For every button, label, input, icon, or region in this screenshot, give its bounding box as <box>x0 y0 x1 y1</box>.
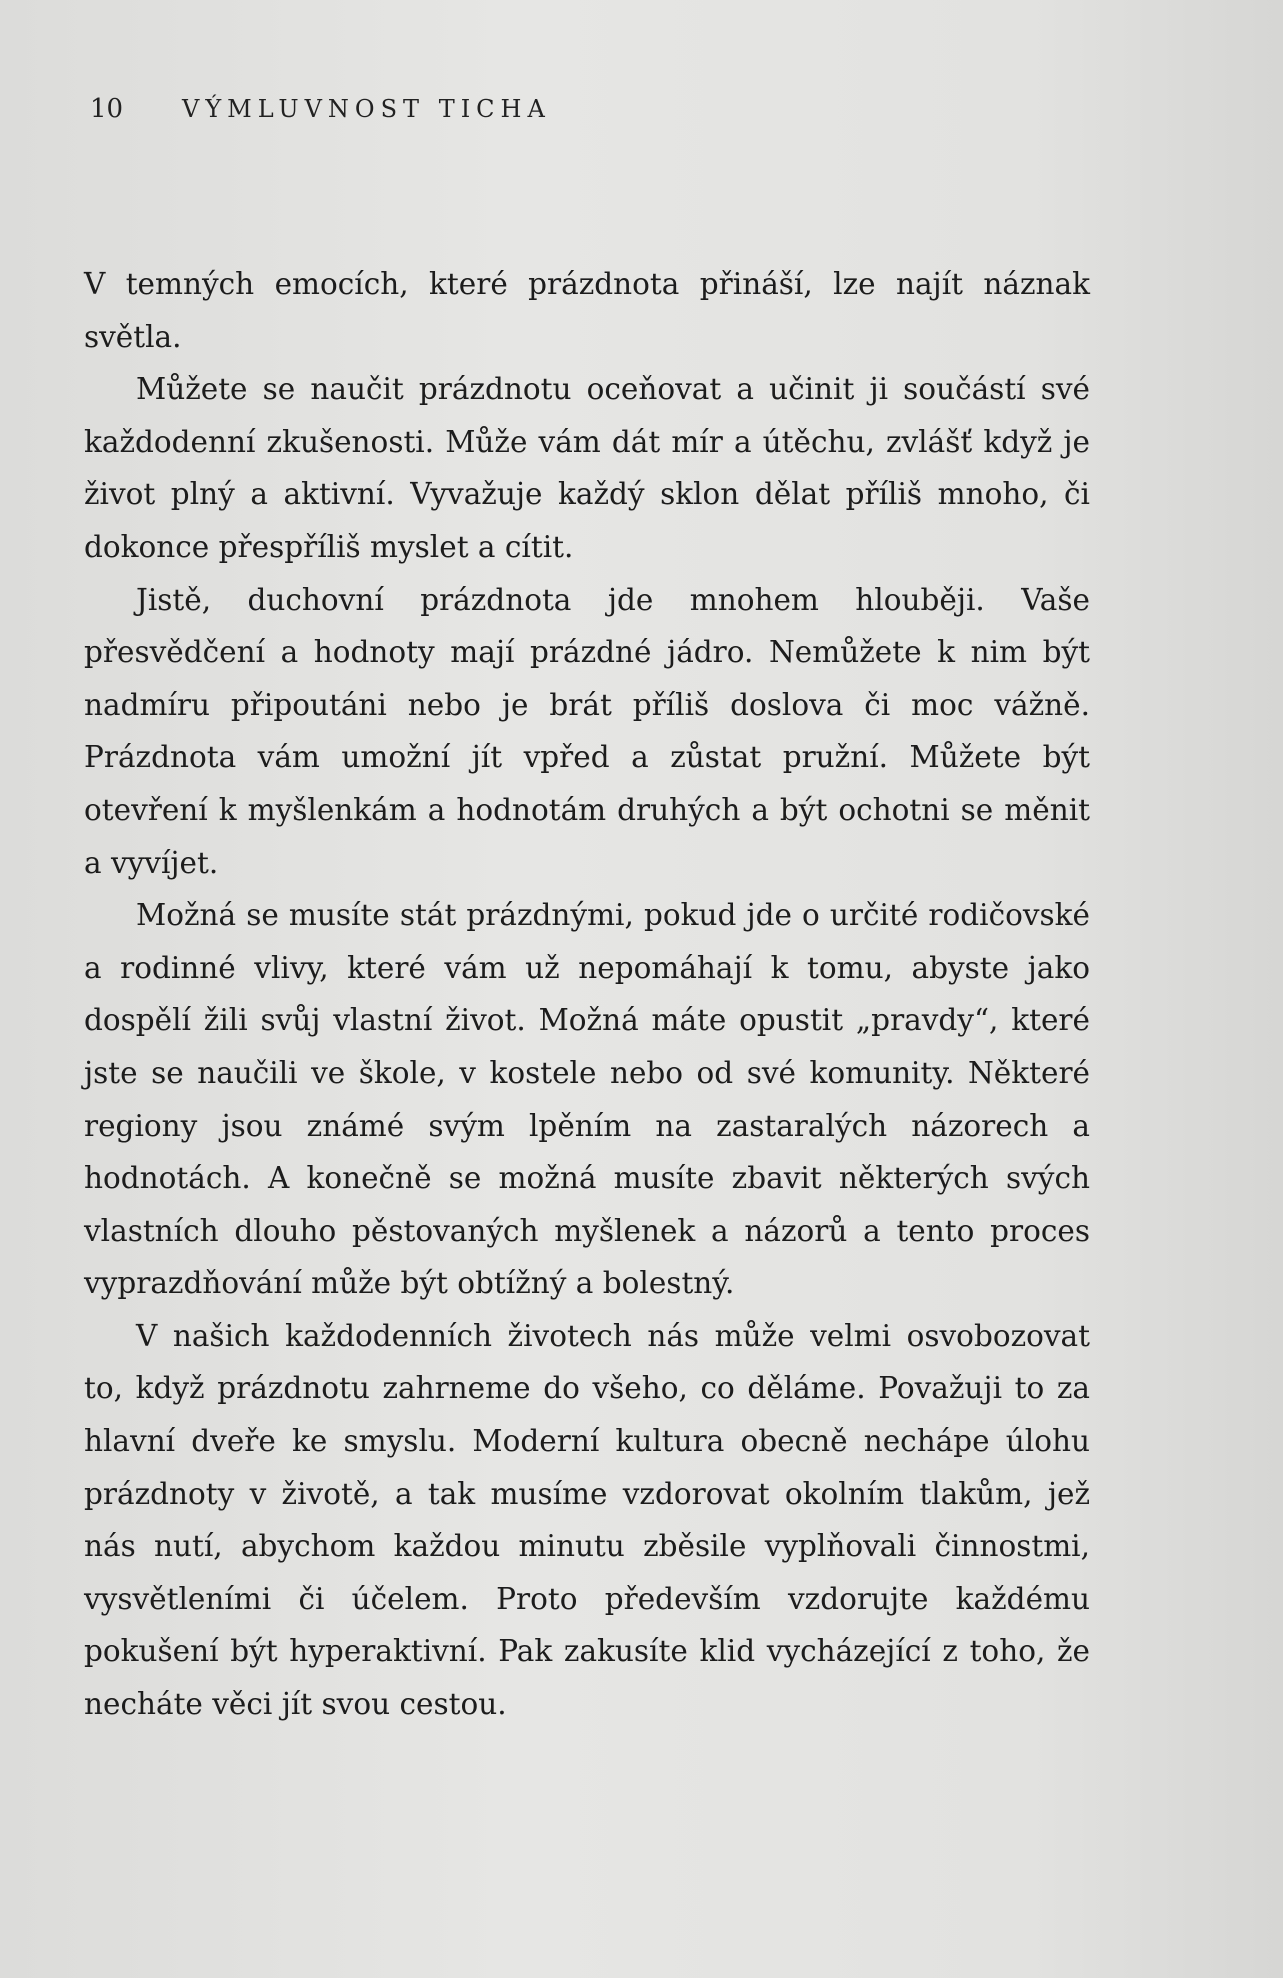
paragraph: Můžete se naučit prázdnotu oceňovat a učinit ji součástí své každodenní zkušenosti. Může vám dát mír a útěchu, zvlášť když je život plný a aktivní. Vyvažuje každý sklon dělat příliš mnoho, či dokonce přespříliš myslet a cítit. <box>84 372 1090 564</box>
page-header <box>90 94 551 124</box>
paragraph: V temných emocích, které prázdnota přináší, lze najít náznak světla. <box>84 267 1090 354</box>
page-number: 10 <box>90 94 124 124</box>
paragraph: Možná se musíte stát prázdnými, pokud jde o určité rodičovské a rodinné vlivy, které vám už nepomáhají k tomu, abyste jako dospělí žili svůj vlastní život. Možná máte opustit „pravdy“, které jste se naučili ve škole, v kostele nebo od své komunity. Některé regiony jsou známé svým lpěním na zastaralých názorech a hodnotách. A konečně se možná musíte zbavit některých svých vlastních dlouho pěstovaných myšlenek a názorů a tento proces vyprazdňování může být obtížný a bolestný. <box>84 898 1090 1301</box>
paragraph: V našich každodenních životech nás může velmi osvobozovat to, když prázdnotu zahrneme do všeho, co děláme. Považuji to za hlavní dveře ke smyslu. Moderní kultura obecně nechápe úlohu prázdnoty v životě, a tak musíme vzdorovat okolním tlakům, jež nás nutí, abychom každou minutu zběsile vyplňovali činnostmi, vysvětleními či účelem. Proto především vzdorujte každému pokušení být hyperaktivní. Pak zakusíte klid vycházející z toho, že necháte věci jít svou cestou. <box>84 1318 1090 1722</box>
paragraph: Jistě, duchovní prázdnota jde mnohem hlouběji. Vaše přesvědčení a hodnoty mají prázdné jádro. Nemůžete k nim být nadmíru připoutáni nebo je brát příliš doslova či moc vážně. Prázdnota vám umožní jít vpřed a zůstat pružní. Můžete být otevření k myšlenkám a hodnotám druhých a být ochotni se měnit a vyvíjet. <box>84 582 1090 880</box>
running-title: VÝMLUVNOST TICHA <box>182 95 551 123</box>
body-text <box>84 258 1090 1731</box>
